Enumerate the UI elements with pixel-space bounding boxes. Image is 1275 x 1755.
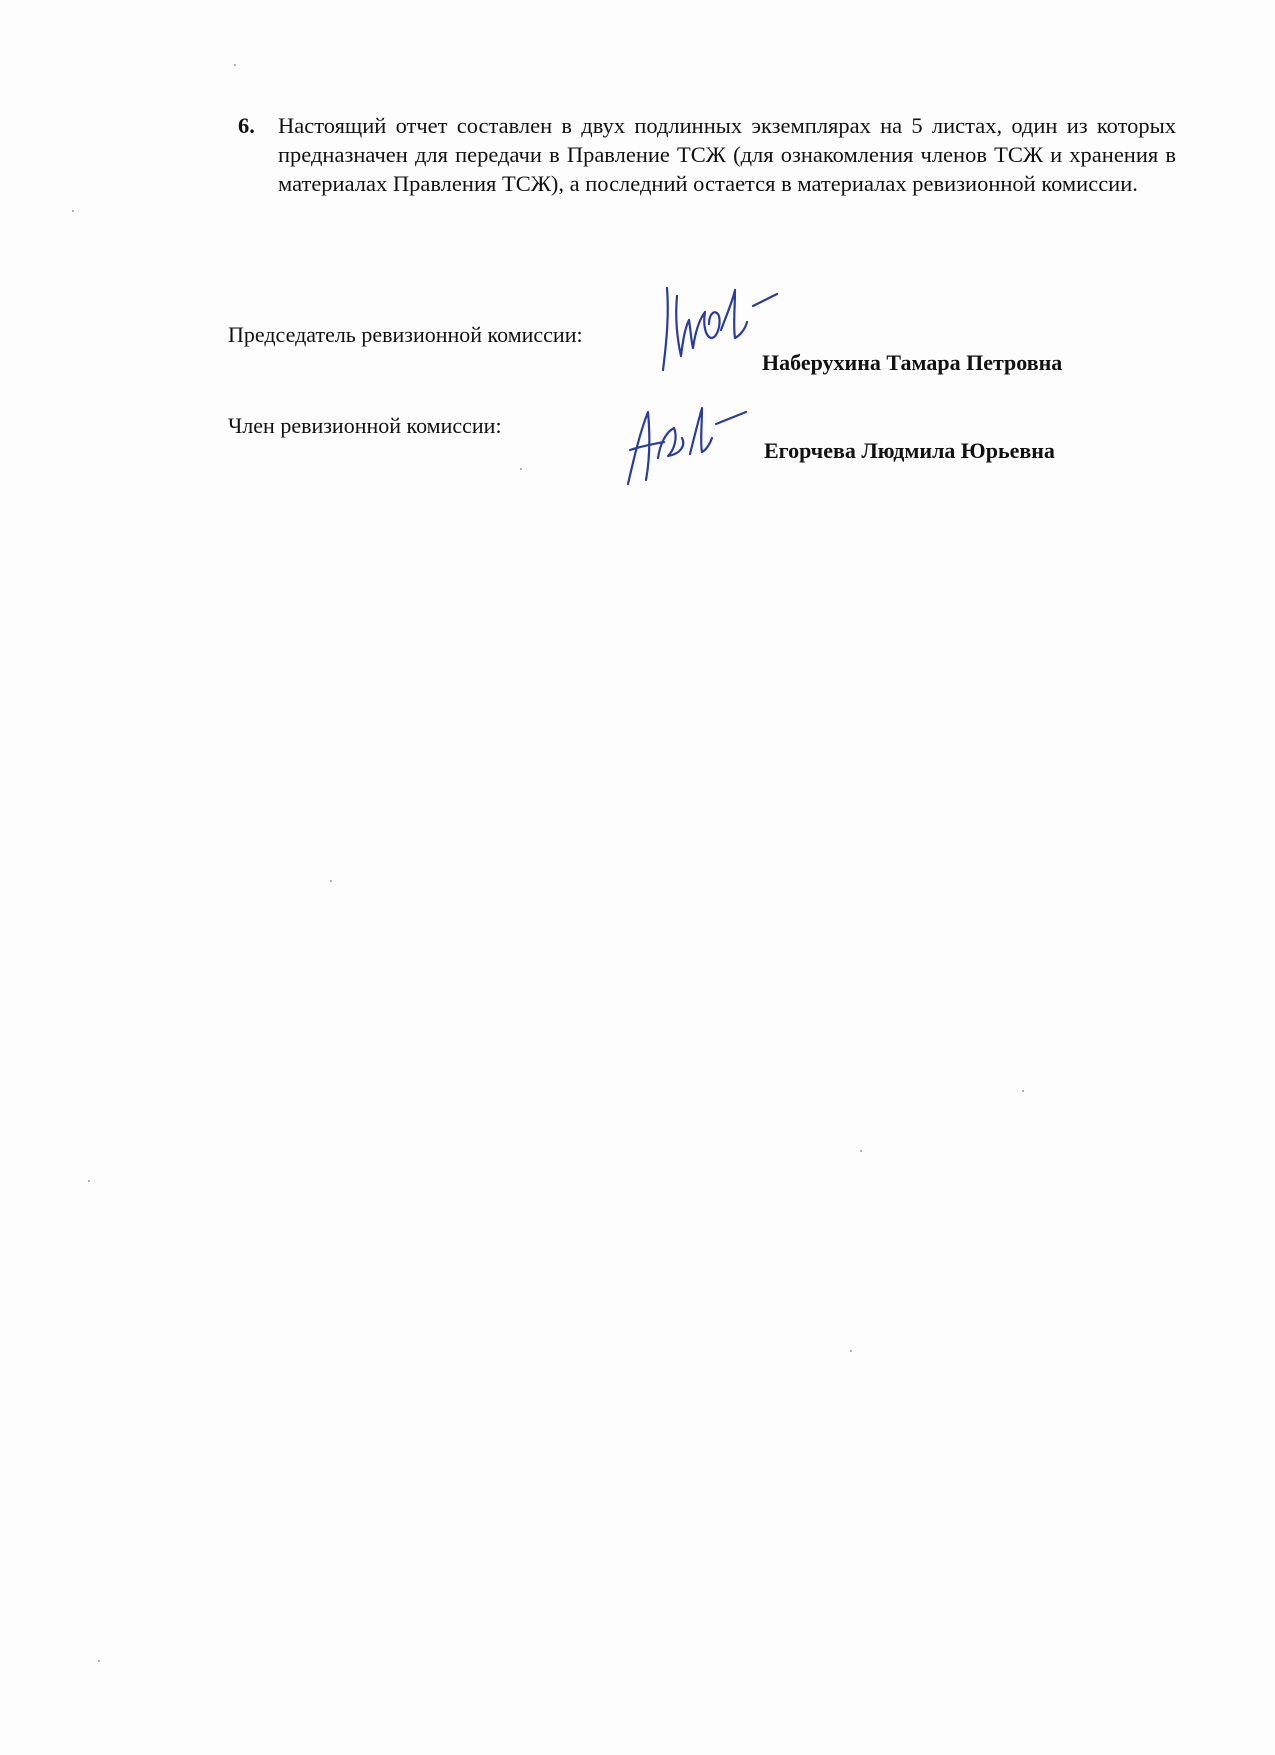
clause-number: 6.: [238, 113, 255, 138]
scan-speck: [1022, 1090, 1024, 1092]
scan-speck: [234, 64, 236, 66]
scan-speck: [520, 468, 522, 470]
scan-speck: [98, 1660, 100, 1662]
chairman-full-name: Наберухина Тамара Петровна: [762, 350, 1063, 375]
scan-speck: [860, 1150, 862, 1152]
scan-speck: [72, 210, 74, 212]
member-full-name: Егорчева Людмила Юрьевна: [764, 438, 1055, 463]
scan-speck: [850, 1350, 852, 1352]
scan-speck: [330, 880, 332, 882]
member-role-label: Член ревизионной комиссии:: [228, 413, 502, 438]
member-handwritten-signature: [620, 398, 760, 488]
chairman-role-label: Председатель ревизионной комиссии:: [228, 322, 583, 347]
scan-speck: [88, 1180, 90, 1182]
clause-text: Настоящий отчет составлен в двух подлинных экземплярах на 5 листах, один из которых предназначен для передачи в Правление ТСЖ (для ознакомления членов ТСЖ и хранения в материалах Правления ТСЖ), а последний остается в материалах ревизионной комиссии.: [278, 113, 1176, 196]
